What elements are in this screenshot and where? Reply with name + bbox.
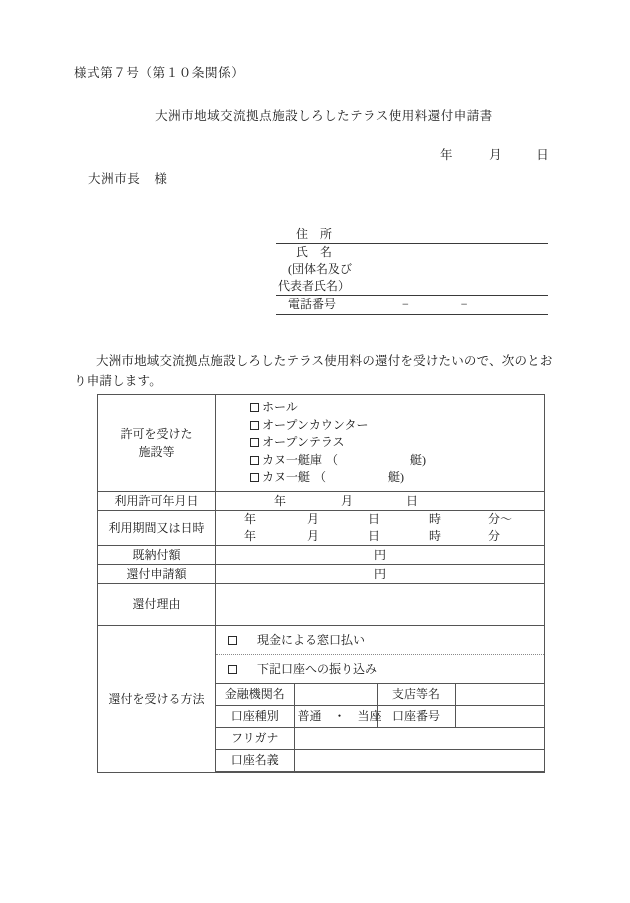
checkbox-square-icon[interactable] bbox=[228, 636, 237, 645]
canoe-count-unit: 艇) bbox=[388, 470, 405, 484]
request-paragraph: 大洲市地域交流拠点施設しろしたテラス使用料の還付を受けたいので、次のとおり申請します。 bbox=[74, 354, 553, 388]
facility-option-canoe[interactable] bbox=[216, 469, 544, 487]
refund-reason-label: 還付理由 bbox=[98, 583, 216, 625]
form-number: 様式第７号（第１０条関係） bbox=[74, 66, 245, 80]
applicant-name-label: 氏 名 bbox=[296, 245, 333, 259]
usage-period-label: 利用期間又は日時 bbox=[98, 510, 216, 545]
refund-amount-value-cell[interactable] bbox=[216, 564, 545, 583]
end-minute-label: 分 bbox=[488, 528, 501, 543]
applicant-info-block bbox=[276, 226, 548, 315]
start-day-label: 日 bbox=[368, 511, 381, 526]
bank-row-institution bbox=[216, 683, 545, 705]
applicant-address-row[interactable] bbox=[276, 226, 548, 244]
paren-open: （ bbox=[326, 452, 339, 467]
facility-option-hall[interactable] bbox=[216, 399, 544, 417]
tel-dash-2: − bbox=[460, 297, 468, 311]
facility-option-label: オープンカウンター bbox=[262, 417, 369, 432]
addressee-honorific: 様 bbox=[154, 172, 168, 186]
refund-method-value-cell bbox=[216, 625, 545, 772]
facility-checkbox-list bbox=[216, 395, 544, 491]
table-row-paid-amount bbox=[98, 545, 545, 564]
bank-account-name-input[interactable] bbox=[294, 749, 545, 771]
paid-amount-label: 既納付額 bbox=[98, 545, 216, 564]
bank-row-account-name bbox=[216, 749, 545, 771]
checkbox-square-icon[interactable] bbox=[250, 456, 259, 465]
applicant-name-row[interactable] bbox=[276, 244, 548, 296]
permit-month-label: 月 bbox=[341, 494, 354, 508]
date-day-label: 日 bbox=[536, 148, 549, 162]
checkbox-square-icon[interactable] bbox=[250, 473, 259, 482]
start-hour-label: 時 bbox=[429, 511, 442, 526]
bank-account-type-options[interactable]: 普通 ・ 当座 bbox=[294, 705, 377, 727]
start-month-label: 月 bbox=[307, 511, 320, 526]
paid-amount-unit: 円 bbox=[373, 548, 386, 562]
refund-method-transfer-label: 下記口座への振り込み bbox=[257, 661, 378, 676]
permit-day-label: 日 bbox=[406, 494, 419, 508]
facility-option-label: カヌ一艇 bbox=[262, 470, 311, 484]
refund-reason-value-cell[interactable] bbox=[216, 583, 545, 625]
canoe-storage-count-unit: 艇) bbox=[410, 452, 427, 467]
facility-option-canoe-storage[interactable] bbox=[216, 452, 544, 470]
tel-dash-1: − bbox=[402, 297, 409, 311]
permit-date-label: 利用許可年月日 bbox=[98, 491, 216, 510]
addressee-name: 大洲市長 bbox=[88, 172, 141, 186]
table-row-refund-method bbox=[98, 625, 545, 772]
table-row-permit-date bbox=[98, 491, 545, 510]
facility-option-label: カヌ一艇庫 bbox=[262, 452, 323, 467]
facility-options-cell bbox=[216, 395, 545, 492]
bank-account-number-label: 口座番号 bbox=[377, 705, 455, 727]
facility-option-open-terrace[interactable] bbox=[216, 434, 544, 452]
bank-account-number-input[interactable] bbox=[455, 705, 545, 727]
applicant-tel-row[interactable] bbox=[276, 296, 548, 315]
facility-option-label: オープンテラス bbox=[262, 435, 345, 449]
bank-institution-label: 金融機関名 bbox=[216, 683, 294, 705]
submission-date-line bbox=[440, 145, 549, 163]
bank-branch-input[interactable] bbox=[455, 683, 545, 705]
date-year-label: 年 bbox=[440, 148, 453, 162]
bank-branch-label: 支店等名 bbox=[377, 683, 455, 705]
bank-furigana-input[interactable] bbox=[294, 727, 545, 749]
facility-option-open-counter[interactable] bbox=[216, 417, 544, 435]
date-month-label: 月 bbox=[489, 148, 502, 162]
refund-method-cash-label: 現金による窓口払い bbox=[257, 632, 366, 647]
document-title: 大洲市地域交流拠点施設しろしたテラス使用料還付申請書 bbox=[155, 109, 493, 123]
table-row-facility bbox=[98, 395, 545, 492]
bank-furigana-label: フリガナ bbox=[216, 727, 294, 749]
checkbox-square-icon[interactable] bbox=[228, 665, 237, 674]
facility-label-line1: 許可を受けた bbox=[120, 426, 193, 441]
start-minute-label: 分〜 bbox=[488, 511, 513, 526]
usage-period-value-cell[interactable] bbox=[216, 510, 545, 545]
checkbox-square-icon[interactable] bbox=[250, 438, 259, 447]
facility-label-line2: 施設等 bbox=[138, 444, 175, 459]
application-detail-table bbox=[97, 394, 545, 773]
applicant-address-label: 住 所 bbox=[296, 227, 333, 241]
addressee-line bbox=[88, 169, 168, 187]
permit-date-value-cell[interactable] bbox=[216, 491, 545, 510]
end-month-label: 月 bbox=[307, 528, 320, 543]
table-row-refund-reason bbox=[98, 583, 545, 625]
facility-option-label: ホール bbox=[262, 400, 298, 414]
refund-method-option-cash[interactable] bbox=[216, 626, 544, 655]
refund-method-label: 還付を受ける方法 bbox=[98, 625, 216, 772]
checkbox-square-icon[interactable] bbox=[250, 421, 259, 430]
end-day-label: 日 bbox=[368, 528, 381, 543]
bank-account-name-label: 口座名義 bbox=[216, 749, 294, 771]
refund-amount-label: 還付申請額 bbox=[98, 564, 216, 583]
permit-year-label: 年 bbox=[274, 494, 287, 508]
permit-date-placeholders bbox=[216, 492, 544, 509]
usage-period-end-line bbox=[216, 528, 544, 545]
bank-row-account-type bbox=[216, 705, 545, 727]
start-year-label: 年 bbox=[244, 511, 257, 526]
bank-account-table bbox=[216, 683, 545, 772]
paid-amount-value-cell[interactable] bbox=[216, 545, 545, 564]
table-row-refund-amount bbox=[98, 564, 545, 583]
usage-period-start-line bbox=[216, 511, 544, 528]
bank-institution-input[interactable] bbox=[294, 683, 377, 705]
checkbox-square-icon[interactable] bbox=[250, 403, 259, 412]
end-hour-label: 時 bbox=[429, 528, 442, 543]
bank-account-type-label: 口座種別 bbox=[216, 705, 294, 727]
applicant-name-sub-line2: 代表者氏名） bbox=[278, 279, 351, 293]
paren-open: （ bbox=[314, 470, 327, 484]
end-year-label: 年 bbox=[244, 528, 257, 543]
refund-method-option-transfer[interactable] bbox=[216, 655, 544, 683]
table-row-usage-period bbox=[98, 510, 545, 545]
refund-amount-unit: 円 bbox=[373, 567, 386, 581]
facility-label-cell bbox=[98, 395, 216, 492]
applicant-name-sub-line1: (団体名及び bbox=[288, 262, 352, 276]
applicant-tel-label: 電話番号 bbox=[288, 297, 337, 311]
bank-row-furigana bbox=[216, 727, 545, 749]
